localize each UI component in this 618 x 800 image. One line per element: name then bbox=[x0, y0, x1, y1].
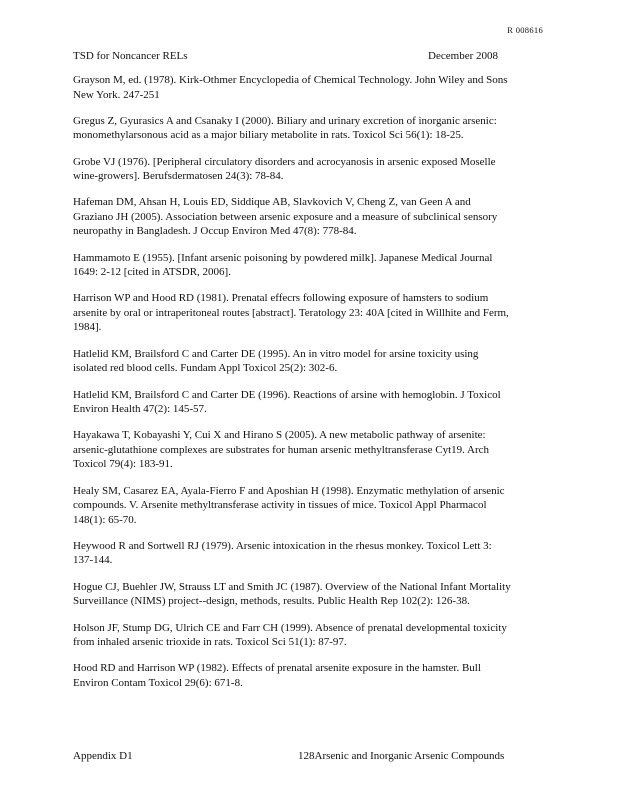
footer-page-title: 128Arsenic and Inorganic Arsenic Compounds bbox=[298, 750, 505, 762]
reference-entry: Hammamoto E (1955). [Infant arsenic poisoning by powdered milk]. Japanese Medical Journal 1649: 2-12 [cited in ATSDR, 2006]. bbox=[73, 251, 493, 279]
reference-entry: Hayakawa T, Kobayashi Y, Cui X and Hirano S (2005). A new metabolic pathway of arsenite: arsenic-glutathione complexes are substrates for human arsenic methyltransferase Cyt19. Arch Toxicol 79(4): 183-91. bbox=[73, 429, 490, 471]
reference-entry: Hafeman DM, Ahsan H, Louis ED, Siddique AB, Slavkovich V, Cheng Z, van Geen A and Graziano JH (2005). Association between arsenic exposure and a measure of subclinical sensory neuropathy in Bangladesh. J Occup Environ Med 47(8): 778-84. bbox=[73, 196, 498, 238]
reference-entry: Heywood R and Sortwell RJ (1979). Arsenic intoxication in the rhesus monkey. Toxicol Lett 3: 137-144. bbox=[73, 539, 492, 567]
reference-list bbox=[73, 73, 513, 702]
reference-entry: Healy SM, Casarez EA, Ayala-Fierro F and Aposhian H (1998). Enzymatic methylation of arsenic compounds. V. Arsenite methyltransferase activity in tissues of mice. Toxicol Appl Pharmacol 148(1): 65-70. bbox=[73, 484, 505, 526]
reference-entry: Gregus Z, Gyurasics A and Csanaky I (2000). Biliary and urinary excretion of inorganic arsenic: monomethylarsonous acid as a major biliary metabolite in rats. Toxicol Sci 56(1): 18-25. bbox=[73, 114, 497, 142]
bates-number: R 008616 bbox=[507, 25, 543, 35]
reference-entry: Harrison WP and Hood RD (1981). Prenatal effecrs following exposure of hamsters to sodium arsenite by oral or intraperitoneal routes [abstract]. Teratology 23: 40A [cited in Willhite and Ferm, 1984]. bbox=[73, 292, 509, 334]
reference-entry: Grobe VJ (1976). [Peripheral circulatory disorders and acrocyanosis in arsenic exposed Moselle wine-growers]. Berufsdermatosen 24(3): 78-84. bbox=[73, 155, 496, 183]
reference-entry: Hogue CJ, Buehler JW, Strauss LT and Smith JC (1987). Overview of the National Infant Mortality Surveillance (NIMS) project--design, methods, results. Public Health Rep 102(2): 126-38. bbox=[73, 580, 511, 608]
page-header bbox=[73, 50, 498, 62]
reference-entry: Hatlelid KM, Brailsford C and Carter DE (1995). An in vitro model for arsine toxicity using isolated red blood cells. Fundam Appl Toxicol 25(2): 302-6. bbox=[73, 347, 479, 375]
header-title: TSD for Noncancer RELs bbox=[73, 50, 188, 62]
reference-entry: Holson JF, Stump DG, Ulrich CE and Farr CH (1999). Absence of prenatal developmental toxicity from inhaled arsenic trioxide in rats. Toxicol Sci 51(1): 87-97. bbox=[73, 621, 507, 649]
footer-appendix: Appendix D1 bbox=[73, 750, 133, 762]
reference-entry: Hatlelid KM, Brailsford C and Carter DE (1996). Reactions of arsine with hemoglobin. J Toxicol Environ Health 47(2): 145-57. bbox=[73, 388, 501, 416]
reference-entry: Grayson M, ed. (1978). Kirk-Othmer Encyclopedia of Chemical Technology. John Wiley and Sons New York. 247-251 bbox=[73, 74, 508, 101]
reference-entry: Hood RD and Harrison WP (1982). Effects of prenatal arsenite exposure in the hamster. Bull Environ Contam Toxicol 29(6): 671-8. bbox=[73, 662, 481, 689]
header-date: December 2008 bbox=[428, 50, 498, 62]
